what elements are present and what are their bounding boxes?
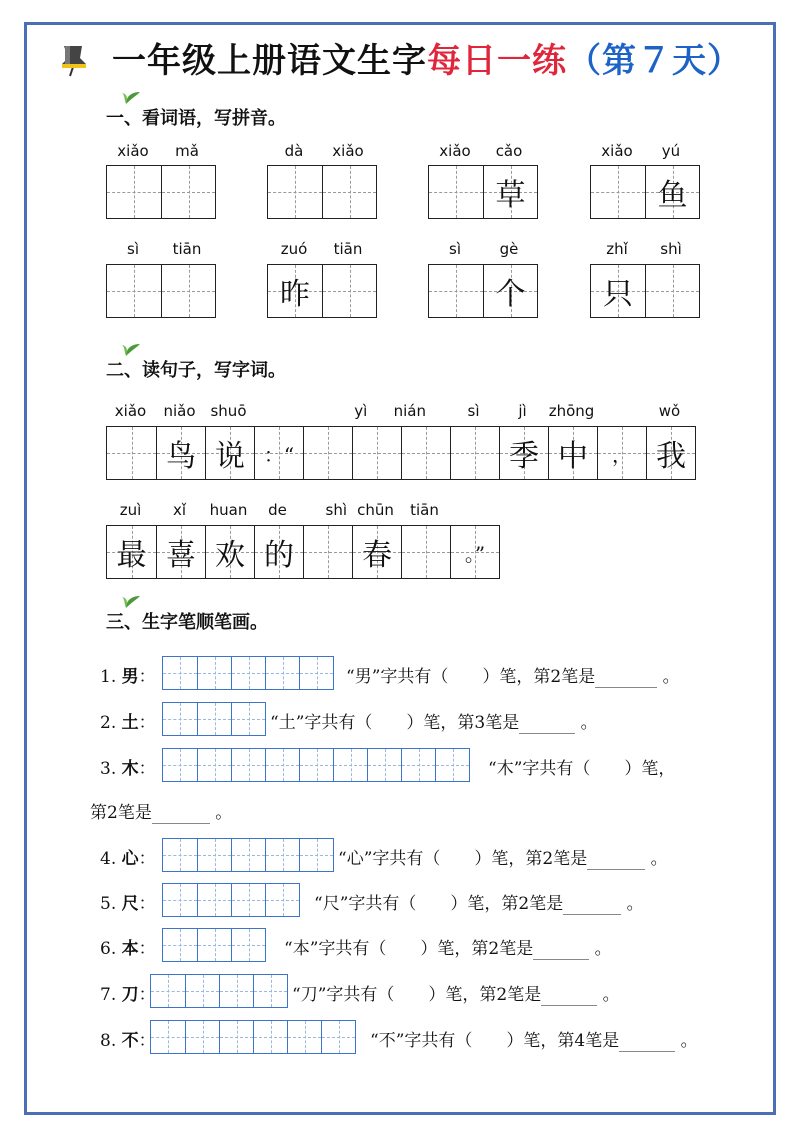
item-colon: ： [138,985,156,1005]
tianzige-cell[interactable] [156,427,205,479]
tianzige-cell[interactable] [548,427,597,479]
stroke-item-label [100,662,156,687]
tianzige-cell[interactable] [401,526,450,578]
stroke-item-label [100,980,156,1005]
question-text: “尺”字共有（ ）笔，第2笔是 [314,894,564,914]
cell-char: 春 [362,538,392,573]
pinyin-label: jì [518,402,527,420]
cell-char: 欢 [215,538,245,573]
tianzige-cell[interactable] [646,427,695,479]
pinyin-label: shì [660,240,682,258]
cell-char: 鸟 [166,439,196,474]
question-end: 。 [209,803,233,823]
stroke-question-cont [90,798,232,824]
stroke-item-label [100,889,156,914]
stroke-question [346,662,680,688]
question-end: 。 [657,667,680,687]
tianzige-cell[interactable] [303,526,352,578]
cell-char: ， [612,442,632,467]
stroke-question [292,980,620,1006]
item-number: 4. [100,849,122,869]
stroke-question [488,754,675,779]
question-text: “刀”字共有（ ）笔，第2笔是 [292,985,542,1005]
tianzige-cell[interactable] [450,427,499,479]
stroke-cell[interactable] [299,657,333,689]
tianzige-cell[interactable] [645,166,699,218]
question-text: “男”字共有（ ）笔，第2笔是 [346,667,596,687]
sprout-icon [122,90,142,104]
tianzige-cell[interactable] [161,265,215,317]
cell-char: 草 [495,178,526,213]
pinyin-label: sì [467,402,480,420]
pinyin-label: xiǎo [114,402,147,420]
pinyin-label: huan [209,501,248,519]
pinyin-label: mǎ [175,142,199,160]
stroke-cell[interactable] [265,749,299,781]
pinyin-label: dà [284,142,304,160]
pinyin-label: sì [449,240,461,258]
tianzige-cell[interactable] [205,427,254,479]
item-char: 木 [121,759,139,779]
pinyin-label: yì [354,402,368,420]
stroke-cell[interactable] [163,839,197,871]
tianzige-cell[interactable] [161,166,215,218]
stroke-cell[interactable] [287,1021,321,1053]
question-text: “土”字共有（ ）笔，第3笔是 [270,713,520,733]
tianzige-cell[interactable] [352,526,401,578]
item-colon: ： [138,667,156,687]
stroke-cell[interactable] [185,1021,219,1053]
tianzige-cell[interactable] [483,265,537,317]
pinyin-label: nián [393,402,426,420]
stroke-order-grid [162,702,266,736]
stroke-item-label [100,844,156,869]
answer-blank[interactable] [619,1031,675,1052]
question-text: “不”字共有（ ）笔，第4笔是 [370,1031,620,1051]
tianzige-cell[interactable] [107,265,161,317]
tianzige-cell[interactable] [107,166,161,218]
tianzige-cell[interactable] [591,166,645,218]
stroke-cell[interactable] [197,657,231,689]
stroke-question [370,1026,698,1052]
item-number: 3. [100,759,122,779]
tianzige-cell[interactable] [303,427,352,479]
stroke-cell[interactable] [185,975,219,1007]
stroke-item-label [100,708,156,733]
stroke-cell[interactable] [333,749,367,781]
stroke-cell[interactable] [253,1021,287,1053]
stroke-item-label [100,754,156,779]
answer-blank[interactable] [563,894,621,915]
stroke-order-grid [162,883,300,917]
question-end: 。 [621,894,644,914]
stroke-cell[interactable] [163,703,197,735]
stroke-cell[interactable] [231,749,265,781]
question-end: 。 [589,939,612,959]
cell-char: 昨 [280,277,310,312]
stroke-cell[interactable] [197,839,231,871]
item-char: 心 [121,849,139,869]
item-colon: ： [138,849,156,869]
item-number: 7. [100,985,122,1005]
tianzige-cell[interactable] [401,427,450,479]
tianzige-box [267,264,377,318]
tianzige-cell[interactable] [322,265,376,317]
tianzige-box [106,264,216,318]
stroke-order-grid [162,748,470,782]
pinyin-label: zhōng [548,402,595,420]
stroke-order-grid [162,656,334,690]
tianzige-box [428,264,538,318]
question-text: “心”字共有（ ）笔，第2笔是 [338,849,588,869]
stroke-cell[interactable] [367,749,401,781]
cell-char: 最 [116,538,147,573]
stroke-cell[interactable] [197,749,231,781]
pinyin-label: sì [127,240,139,258]
stroke-cell[interactable] [321,1021,355,1053]
stroke-cell[interactable] [163,657,197,689]
stroke-order-grid [150,1020,356,1054]
tianzige-cell[interactable] [450,526,499,578]
tianzige-box [590,165,700,219]
page-title [50,36,770,88]
stroke-cell[interactable] [231,839,265,871]
stroke-cell[interactable] [231,929,265,961]
pushpin-icon [54,40,94,80]
item-char: 刀 [121,985,139,1005]
sprout-icon [122,594,142,608]
sentence-grid-1 [106,426,696,480]
pinyin-label: xiǎo [439,142,471,160]
pinyin-label: yú [661,142,681,160]
stroke-cell[interactable] [265,839,299,871]
section3-heading: 三、生字笔顺笔画。 [106,608,268,634]
tianzige-cell[interactable] [268,166,322,218]
stroke-question [284,934,612,960]
tianzige-box [590,264,700,318]
stroke-cell[interactable] [401,749,435,781]
pinyin-label: tiān [333,240,363,258]
pinyin-label: tiān [410,501,439,519]
tianzige-cell[interactable] [429,265,483,317]
tianzige-cell[interactable] [205,526,254,578]
pinyin-label: shì [325,501,348,519]
stroke-cell[interactable] [197,884,231,916]
stroke-cell[interactable] [231,884,265,916]
item-char: 本 [121,939,139,959]
cell-char: 的 [264,538,294,573]
title-day: （第７天） [567,41,742,81]
pinyin-label: de [268,501,287,519]
item-colon: ： [138,894,156,914]
pinyin-label: zuó [280,240,308,258]
pinyin-label: wǒ [658,402,681,420]
stroke-order-grid [162,928,266,962]
stroke-question [270,708,598,734]
stroke-cell[interactable] [299,749,333,781]
tianzige-cell[interactable] [322,166,376,218]
answer-blank[interactable] [152,803,210,824]
item-number: 6. [100,939,122,959]
question-end: 。 [675,1031,698,1051]
item-colon: ： [138,759,156,779]
stroke-question [314,889,644,915]
pinyin-label: niǎo [163,402,196,420]
item-number: 2. [100,713,122,733]
item-colon: ： [138,713,156,733]
stroke-cell[interactable] [253,975,287,1007]
stroke-cell[interactable] [265,884,299,916]
pinyin-label: cǎo [495,142,523,160]
answer-blank[interactable] [533,939,589,960]
item-number: 8. [100,1031,122,1051]
pinyin-label: zhǐ [606,240,628,258]
stroke-cell[interactable] [219,975,253,1007]
tianzige-cell[interactable] [268,265,322,317]
tianzige-cell[interactable] [483,166,537,218]
item-char: 土 [121,713,139,733]
answer-blank[interactable] [519,713,575,734]
answer-blank[interactable] [587,849,645,870]
answer-blank[interactable] [541,985,597,1006]
stroke-cell[interactable] [299,839,333,871]
stroke-item-label [100,934,156,959]
pinyin-label: zuì [119,501,142,519]
tianzige-cell[interactable] [429,166,483,218]
cell-char: 鱼 [657,178,688,213]
item-colon: ： [138,1031,156,1051]
tianzige-cell[interactable] [352,427,401,479]
cell-char: 说 [215,439,245,474]
pinyin-label: chūn [357,501,394,519]
cell-char: 只 [603,277,633,312]
tianzige-cell[interactable] [107,427,156,479]
stroke-cell[interactable] [219,1021,253,1053]
tianzige-cell[interactable] [597,427,646,479]
pinyin-label: xiǎo [601,142,633,160]
stroke-cell[interactable] [197,703,231,735]
cell-char: 。” [464,541,486,566]
item-number: 5. [100,894,122,914]
item-char: 男 [121,667,139,687]
cell-char: ：“ [263,442,295,467]
tianzige-cell[interactable] [499,427,548,479]
stroke-cell[interactable] [231,657,265,689]
question-end: 。 [645,849,668,869]
cell-char: 季 [509,439,539,474]
pinyin-label: xǐ [172,501,187,519]
section1-heading: 一、看词语，写拼音。 [106,104,286,130]
pinyin-label: gè [499,240,519,258]
stroke-cell[interactable] [265,657,299,689]
tianzige-box [106,165,216,219]
stroke-cell[interactable] [163,749,197,781]
stroke-cell[interactable] [163,929,197,961]
sprout-icon [122,342,142,356]
cell-char: 喜 [166,538,196,573]
tianzige-cell[interactable] [156,526,205,578]
stroke-cell[interactable] [231,703,265,735]
stroke-cell[interactable] [435,749,469,781]
stroke-question [338,844,668,870]
cell-char: 个 [495,277,526,312]
tianzige-box [267,165,377,219]
pinyin-label: shuō [210,402,247,420]
tianzige-cell[interactable] [254,526,303,578]
stroke-item-label [100,1026,156,1051]
section2-heading: 二、读句子，写字词。 [106,356,286,382]
item-char: 尺 [121,894,139,914]
stroke-order-grid [150,974,288,1008]
sentence-grid-2 [106,525,500,579]
stroke-cell[interactable] [151,975,185,1007]
stroke-cell[interactable] [151,1021,185,1053]
stroke-cell[interactable] [197,929,231,961]
tianzige-cell[interactable] [645,265,699,317]
tianzige-cell[interactable] [107,526,156,578]
item-number: 1. [100,667,122,687]
title-main: 一年级上册语文生字 [112,41,427,81]
question-text: 第2笔是 [90,803,152,823]
stroke-order-grid [162,838,334,872]
tianzige-box [428,165,538,219]
pinyin-label: tiān [172,240,202,258]
answer-blank[interactable] [595,667,657,688]
tianzige-cell[interactable] [591,265,645,317]
title-highlight: 每日一练 [427,41,567,81]
cell-char: 我 [656,439,686,474]
question-text: “本”字共有（ ）笔，第2笔是 [284,939,534,959]
question-end: 。 [597,985,620,1005]
question-text: “木”字共有（ ）笔， [488,759,676,779]
cell-char: 中 [558,439,588,474]
stroke-cell[interactable] [163,884,197,916]
item-char: 不 [121,1031,139,1051]
tianzige-cell[interactable] [254,427,303,479]
item-colon: ： [138,939,156,959]
question-end: 。 [575,713,598,733]
pinyin-label: xiǎo [117,142,149,160]
pinyin-label: xiǎo [332,142,364,160]
